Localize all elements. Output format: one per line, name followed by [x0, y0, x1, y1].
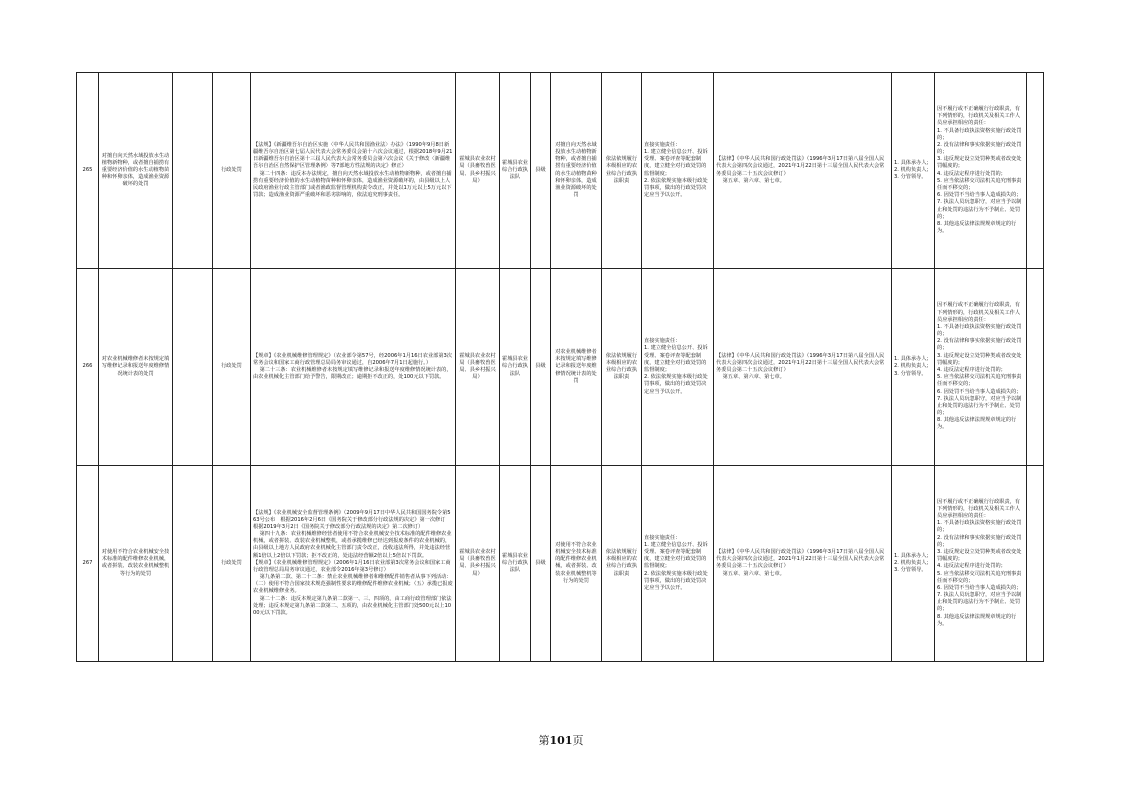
row-number: 266 — [77, 269, 99, 465]
item-type: 行政处罚 — [213, 73, 251, 269]
table-row — [77, 269, 1044, 465]
table-row — [77, 73, 1044, 269]
accountability: 因不履行或不正确履行行政职责，有下列情形的，行政机关及相关工作人员应承担相应的责任： 1. 不具备行政执法资格实施行政处罚的； 2. 没有法律和事实依据实施行政处罚的； 3. 违反规定设立处罚种类或者改变处罚幅度的； 4. 违反法定程序进行处罚的； 5. 应当依法移交司法机关追究刑事责任而不移交的； 6. 因处罚不当给当事人造成损失的； 7. 执法人员玩忽职守，对应当予以制止和处罚的违法行为不予制止、处罚的； 8. 其他违反法律法规规章规定的行为。 — [935, 465, 1027, 661]
duty-scope: 依法依规履行本级相应的农业综合行政执法职责 — [602, 73, 642, 269]
responsibility: 直接实施责任： 1. 建立健全信息公开、投诉受理、案卷评查等配套制度，建立健全对行政处罚的监督制度； 2. 依法依规实施本级行政处罚事项，做出的行政处罚决定应当予以公开。 — [642, 269, 714, 465]
duty-scope: 依法依规履行本级相应的农业综合行政执法职责 — [602, 269, 642, 465]
department: 霍城县农业农村局（县畜牧兽医局、县乡村振兴局） — [456, 465, 500, 661]
sub-item — [173, 465, 213, 661]
responsible-subject: 1. 具体承办人； 2. 机构负责人； 3. 分管领导。 — [892, 269, 935, 465]
responsibility: 直接实施责任： 1. 建立健全信息公开、投诉受理、案卷评查等配套制度，建立健全对行政处罚的监督制度； 2. 依法依规实施本级行政处罚事项，做出的行政处罚决定应当予以公开。 — [642, 465, 714, 661]
department: 霍城县农业农村局（县畜牧兽医局、县乡村振兴局） — [456, 269, 500, 465]
level: 县级 — [531, 269, 551, 465]
page-footer — [0, 732, 1122, 748]
responsibility-basis: 【法律】《中华人民共和国行政处罚法》（1996年3月17日第八届全国人民代表大会第四次会议通过，2021年1月22日第十三届全国人民代表大会常务委员会第二十五次会议修订） 第五章、第六章、第七章。 — [714, 73, 892, 269]
item-name-repeat: 对擅自向天然水域投放水生动植物新物种，或者擅自捕捞有重要经济价值的水生动植物苗种和怀卵亲体，造成渔业资源破坏的处罚 — [551, 73, 602, 269]
legal-basis: 【规章】《农业机械维修管理规定》（农业部令第57号，经2006年1月16日农业部第3次常务会议和国家工商行政管理总局局务审议通过，自2006年7月1日起施行。） 第二十三条：农业机械维修者未按规定填写维修记录和报送年度维修情况统计表的，由农业机械化主管部门给予警告，限期改正；逾期拒不改正的，处100元以下罚款。 — [251, 269, 456, 465]
responsibility: 直接实施责任： 1. 建立健全信息公开、投诉受理、案卷评查等配套制度，建立健全对行政处罚的监督制度； 2. 依法依规实施本级行政处罚事项，做出的行政处罚决定应当予以公开。 — [642, 73, 714, 269]
legal-basis: 【法规】《农业机械安全监督管理条例》（2009年9月17日中华人民共和国国务院令第563号公布 根据2016年2月6日《国务院关于修改部分行政法规的决定》第一次修订 根据2019年3月2日《国务院关于修改部分行政法规的决定》第二次修订） 第四十九条：农业机械维修经营者使用不符合农业机械安全技术标准的配件维修农业机械，或者拼装、改装农业机械整机，或者承揽维修已经达到报废条件的农业机械的，由县级以上地方人民政府农业机械化主管部门责令改正，没收违法所得，并处违法经营额1倍以上2倍以下罚款；拒不改正的，处违法经营额2倍以上5倍以下罚款。 【规章】《农业机械维修管理规定》（2006年1月16日农业部第3次常务会议和国家工商行政管理总局局务审议通过，农业部令2016年第3号修订） 第九条第二款、第二十二条：禁止农业机械维修者和维修配件销售者从事下列活动：（二）使用不符合国家技术规范强制性要求的维修配件维修农业机械；（五）承揽已报废农业机械维修业务。 第二十二条：违反本规定第九条第二款第一、三、四项的，由工商行政管理部门依法处理；违反本规定第九条第二款第二、五项的，由农业机械化主管部门处500元以上1000元以下罚款。 — [251, 465, 456, 661]
page-suffix: 页 — [572, 734, 584, 747]
item-name: 对农业机械维修者未按规定填写维修记录和报送年度维修情况统计表的处罚 — [99, 269, 173, 465]
executing-body: 霍城县农业综合行政执法队 — [500, 465, 531, 661]
responsibility-basis: 【法律】《中华人民共和国行政处罚法》（1996年3月17日第八届全国人民代表大会第四次会议通过，2021年1月22日第十三届全国人民代表大会常务委员会第二十五次会议修订） 第五章、第六章、第七章。 — [714, 465, 892, 661]
remark — [1027, 269, 1044, 465]
row-number: 267 — [77, 465, 99, 661]
remark — [1027, 465, 1044, 661]
row-number: 265 — [77, 73, 99, 269]
accountability: 因不履行或不正确履行行政职责，有下列情形的，行政机关及相关工作人员应承担相应的责任： 1. 不具备行政执法资格实施行政处罚的； 2. 没有法律和事实依据实施行政处罚的； 3. 违反规定设立处罚种类或者改变处罚幅度的； 4. 违反法定程序进行处罚的； 5. 应当依法移交司法机关追究刑事责任而不移交的； 6. 因处罚不当给当事人造成损失的； 7. 执法人员玩忽职守，对应当予以制止和处罚的违法行为不予制止、处罚的； 8. 其他违反法律法规规章规定的行为。 — [935, 269, 1027, 465]
responsible-subject: 1. 具体承办人； 2. 机构负责人； 3. 分管领导。 — [892, 465, 935, 661]
item-name: 对使用不符合农业机械安全技术标准的配件维修农业机械，或者拼装、改装农业机械整机等行为的处罚 — [99, 465, 173, 661]
sub-item — [173, 269, 213, 465]
page-prefix: 第 — [538, 734, 550, 747]
item-name-repeat: 对农业机械维修者未按规定填写维修记录和报送年度维修情况统计表的处罚 — [551, 269, 602, 465]
remark — [1027, 73, 1044, 269]
power-list-table — [76, 72, 1044, 662]
department: 霍城县农业农村局（县畜牧兽医局、县乡村振兴局） — [456, 73, 500, 269]
item-type: 行政处罚 — [213, 269, 251, 465]
sub-item — [173, 73, 213, 269]
executing-body: 霍城县农业综合行政执法队 — [500, 73, 531, 269]
accountability: 因不履行或不正确履行行政职责，有下列情形的，行政机关及相关工作人员应承担相应的责任： 1. 不具备行政执法资格实施行政处罚的； 2. 没有法律和事实依据实施行政处罚的； 3. 违反规定设立处罚种类或者改变处罚幅度的； 4. 违反法定程序进行处罚的； 5. 应当依法移交司法机关追究刑事责任而不移交的； 6. 因处罚不当给当事人造成损失的； 7. 执法人员玩忽职守，对应当予以制止和处罚的违法行为不予制止、处罚的； 8. 其他违反法律法规规章规定的行为。 — [935, 73, 1027, 269]
executing-body: 霍城县农业综合行政执法队 — [500, 269, 531, 465]
legal-basis: 【法规】《新疆维吾尔自治区实施〈中华人民共和国渔业法〉办法》（1990年9月8日新疆维吾尔自治区第七届人民代表大会常务委员会第十六次会议通过，根据2018年9月21日新疆维吾尔自治区第十三届人民代表大会常务委员会第六次会议《关于修改〈新疆维吾尔自治区自然保护区管理条例〉等7部地方性法规的决定》修正） 第二十四条：违反本办法规定，擅自向天然水域投放水生动植物新物种，或者擅自捕捞有重要经济价值的水生动植物苗种和怀卵亲体，造成渔业资源破坏的，由县级以上人民政府渔业行政主管部门或者渔政监督管理机构责令改正，并处以1万元以上5万元以下罚款；造成渔业资源严重破坏和恶劣影响的，依法追究刑事责任。 — [251, 73, 456, 269]
item-name-repeat: 对使用不符合农业机械安全技术标准的配件维修农业机械，或者拼装、改装农业机械整机等行为的处罚 — [551, 465, 602, 661]
item-type: 行政处罚 — [213, 465, 251, 661]
item-name: 对擅自向天然水域投放水生动植物新物种，或者擅自捕捞有重要经济价值的水生动植物苗种和怀卵亲体，造成渔业资源破坏的处罚 — [99, 73, 173, 269]
responsibility-basis: 【法律】《中华人民共和国行政处罚法》（1996年3月17日第八届全国人民代表大会第四次会议通过，2021年1月22日第十三届全国人民代表大会常务委员会第二十五次会议修订） 第五章、第六章、第七章。 — [714, 269, 892, 465]
table-row — [77, 465, 1044, 661]
duty-scope: 依法依规履行本级相应的农业综合行政执法职责 — [602, 465, 642, 661]
page-number: 101 — [549, 734, 573, 747]
level: 县级 — [531, 465, 551, 661]
responsible-subject: 1. 具体承办人； 2. 机构负责人； 3. 分管领导。 — [892, 73, 935, 269]
level: 县级 — [531, 73, 551, 269]
